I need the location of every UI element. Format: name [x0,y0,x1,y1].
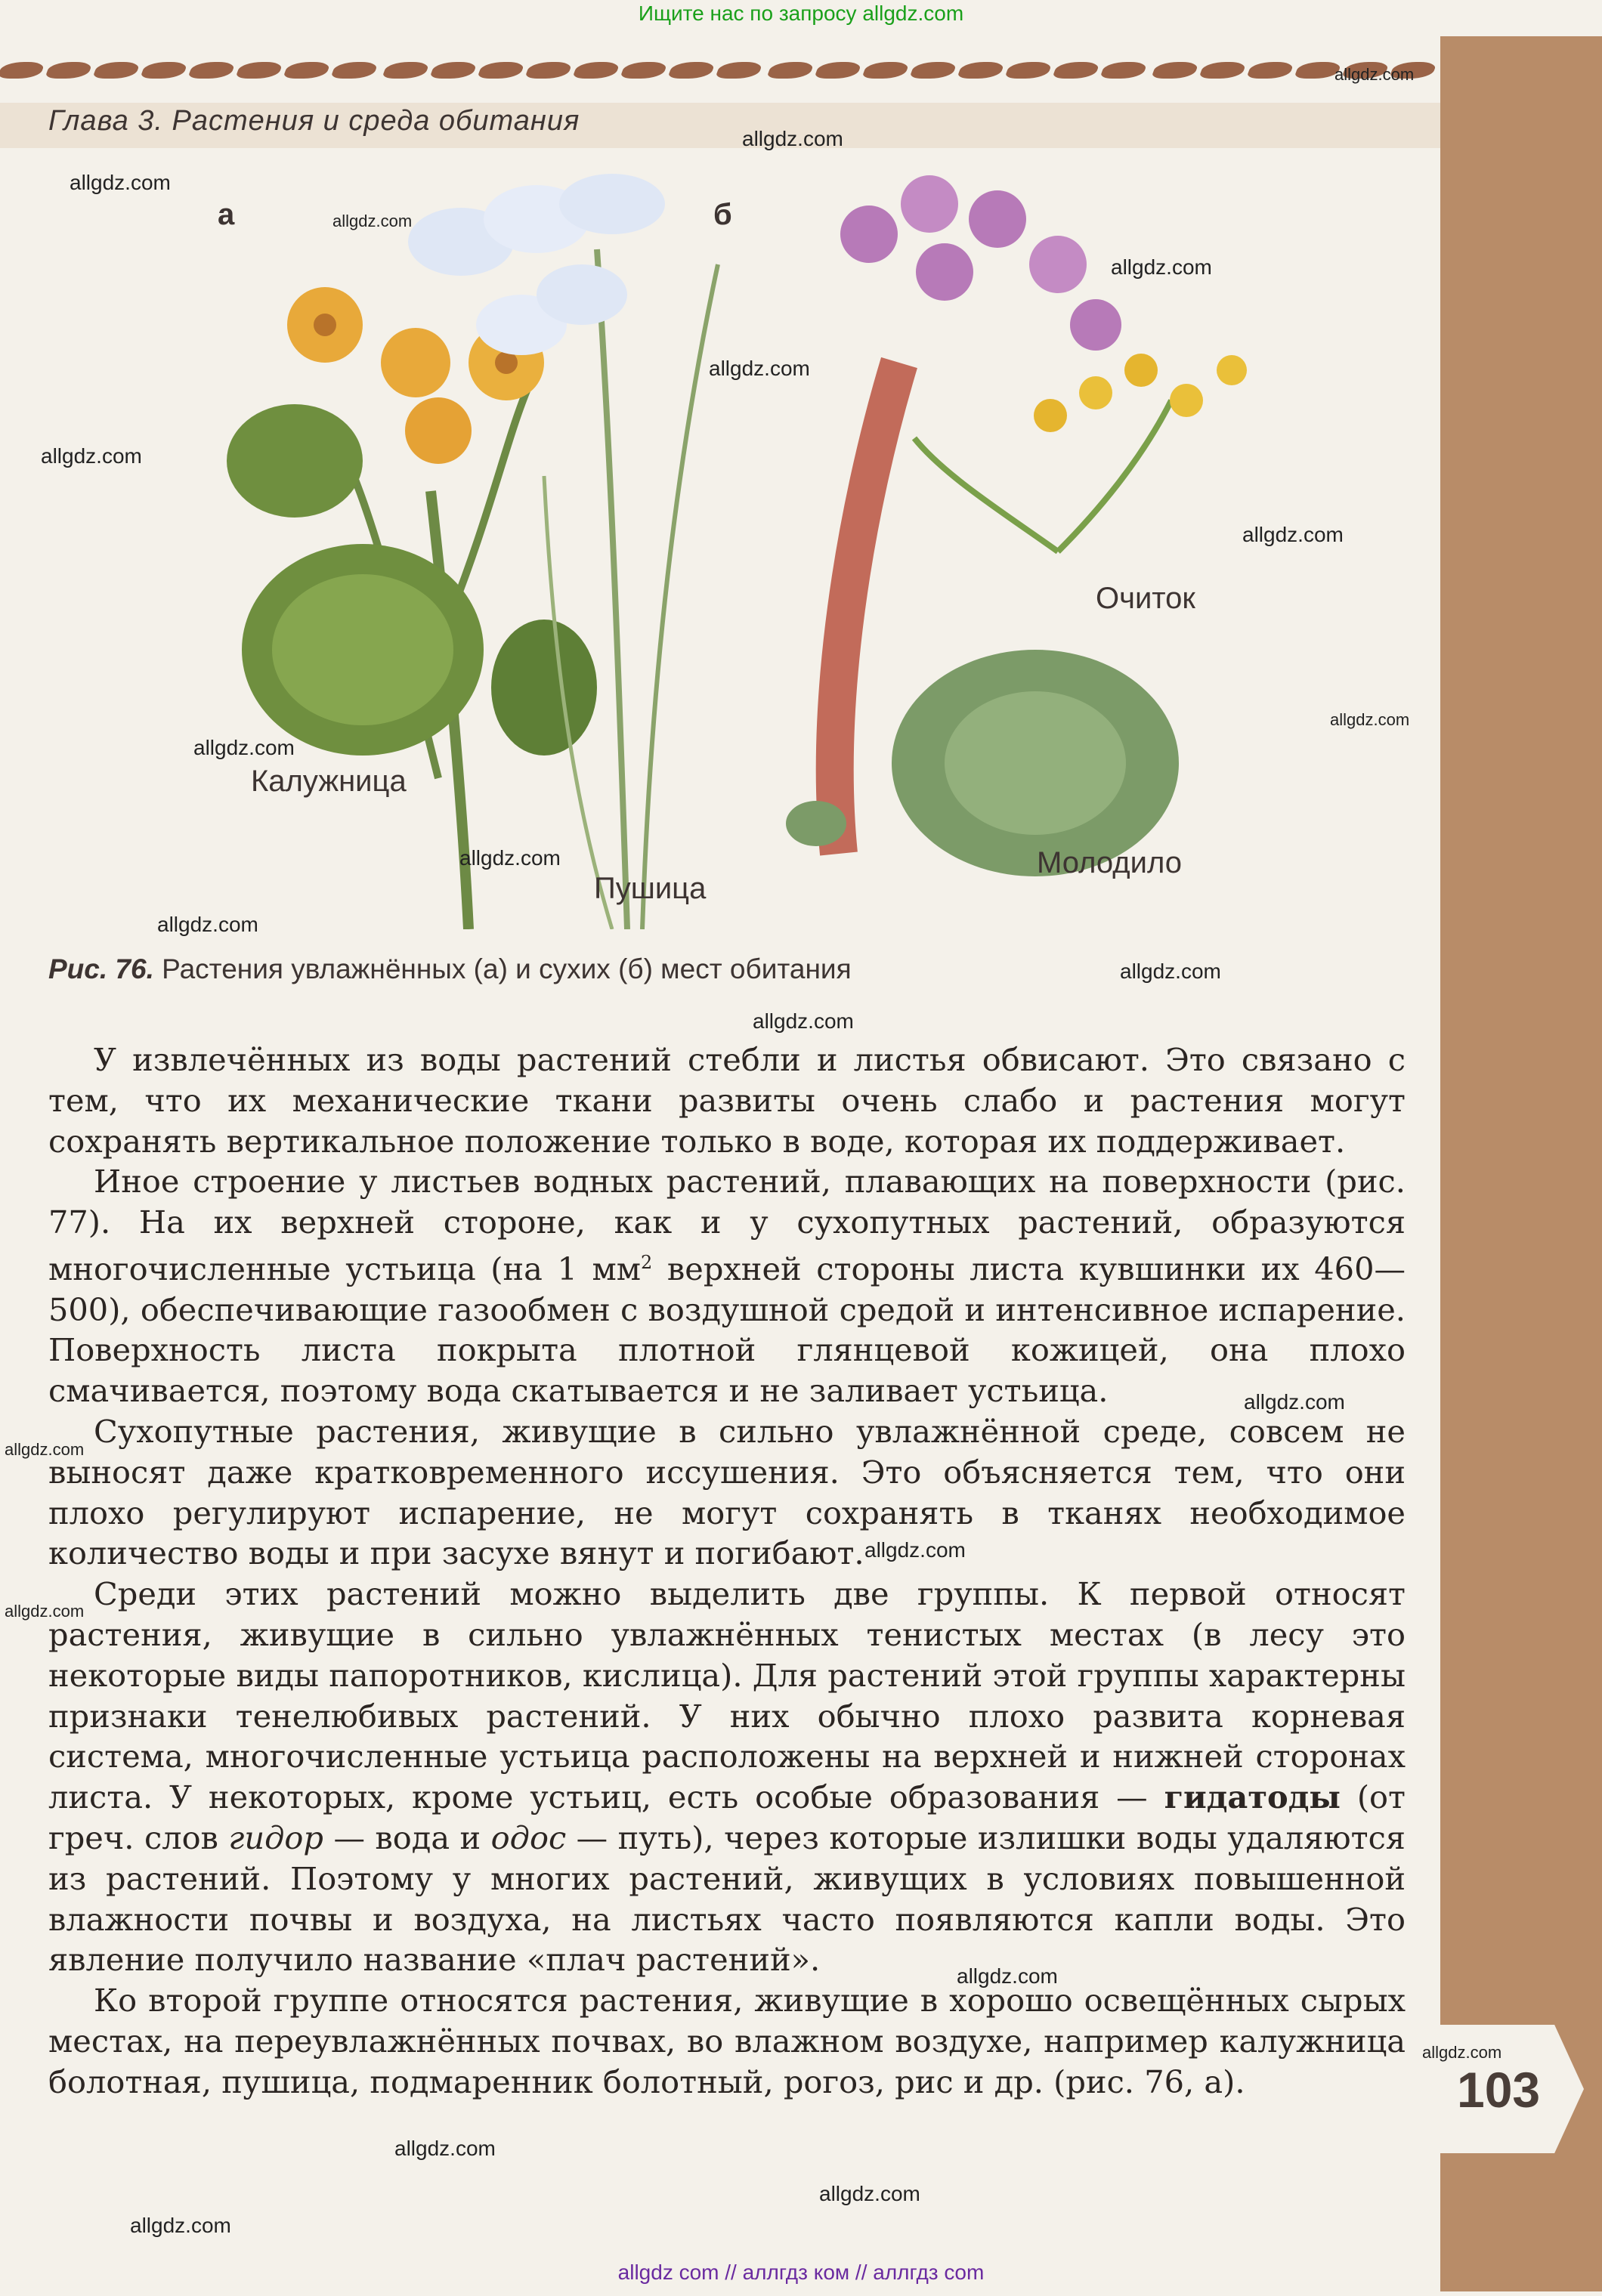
houseleek-drawing [786,175,1179,876]
paragraph-4: Среди этих растений можно выделить две группы. К первой относят растения, живущие в сильно увлажнённых тенистых местах (в лесу это некоторые виды папоротников, кислица). Для растений этой группы характерны признаки тенелюбивых растений. У них обычно плохо развита корневая система, многочисленные устьица расположены на верхней и нижней сторонах листа. У некоторых, кроме устьиц, есть особые образования — гидатоды (от греч. слов гидор — вода и одос — путь), через которые излишки воды удаляются из растений. Поэтому у многих растений, живущих в условиях повышенной влажности почвы и воздуха, на листьях часто появляются капли воды. Это явление получило название «плач растений». [48,1575,1406,1979]
watermark: allgdz.com [5,1602,85,1621]
marsh-marigold-drawing [227,287,597,929]
plants-illustration [189,174,1322,929]
label-ochitok: Очиток [1096,582,1195,615]
paragraph-3: Сухопутные растения, живущие в сильно увлажнённой среде, совсем не выносят даже кратковременного иссушения. Это объясняется тем, что они плохо регулируют испарение, не могут сохранять в тканях необходимое количество воды и при засухе вянут и погибают. [48,1413,1406,1572]
figure-label-b: б [713,198,732,231]
watermark: allgdz.com [193,736,295,759]
figure-caption [48,953,852,985]
figure-label-a: а [218,198,235,231]
watermark: allgdz.com [753,1009,854,1033]
top-search-link[interactable]: Ищите нас по запросу allgdz.com [638,2,964,25]
paragraph-5: Ко второй группе относятся растения, живущие в хорошо освещённых сырых местах, на переувлажнённых почвах, во влажном воздухе, например калужница болотная, пушица, подмаренник болотный, рогоз, рис и др. (рис. 76, а). [48,1982,1406,2100]
label-molodilo: Молодило [1037,846,1183,879]
watermark: allgdz.com [709,357,810,380]
watermark: allgdz.com [332,212,413,230]
label-pushitsa: Пушица [594,872,707,905]
watermark: allgdz.com [1242,523,1344,546]
page-number: 103 [1457,2062,1541,2118]
figure-caption-number: Рис. 76. [48,953,154,984]
chapter-title: Глава 3. Растения и среда обитания [48,105,580,137]
watermark: allgdz.com [157,913,258,936]
watermark: allgdz.com [1334,65,1415,84]
watermark: allgdz.com [1120,959,1221,983]
watermark: allgdz.com [1422,2043,1502,2062]
watermark: allgdz.com [957,1964,1058,1988]
watermark: allgdz.com [41,444,142,468]
watermark: allgdz.com [819,2182,920,2205]
watermark: allgdz.com [1244,1390,1345,1414]
watermark: allgdz.com [864,1538,966,1562]
watermark: allgdz.com [1330,710,1410,729]
animal-silhouette-border [0,50,1436,92]
watermark: allgdz.com [742,127,843,150]
paragraph-1: У извлечённых из воды растений стебли и листья обвисают. Это связано с тем, что их механические ткани развиты очень слабо и растения могут сохранять вертикальное положение только в воде, которая их поддерживает. [48,1041,1406,1160]
watermark: allgdz.com [1111,255,1212,279]
watermark: allgdz.com [394,2137,496,2160]
watermark: allgdz.com [459,846,561,870]
stonecrop-drawing [914,354,1247,552]
page-edge-strip [1440,36,1602,2291]
watermark: allgdz.com [5,1440,85,1459]
term-hydathodes: гидатоды [1164,1778,1341,1816]
figure-caption-text: Растения увлажнённых (а) и сухих (б) мест обитания [153,953,852,984]
cotton-grass-drawing [408,174,718,929]
watermark: allgdz.com [130,2214,231,2237]
paragraph-2: Иное строение у листьев водных растений, плавающих на поверхности (рис. 77). На их верхней стороне, как и у сухопутных растений, образуются многочисленные устьица (на 1 $мм^2$ верхней стороны листа кувшинки их 460—500), обеспечивающие газообмен с воздушной средой и интенсивное испарение. Поверхность листа покрыта плотной глянцевой кожицей, она плохо смачивается, поэтому вода скатывается и не заливает устьица. [48,1163,1406,1410]
label-kaluzhnitsa: Калужница [251,765,407,798]
footer-links[interactable]: allgdz com // аллгдз ком // аллгдз com [617,2260,985,2284]
body-text [48,1040,1406,2103]
watermark: allgdz.com [70,171,171,194]
